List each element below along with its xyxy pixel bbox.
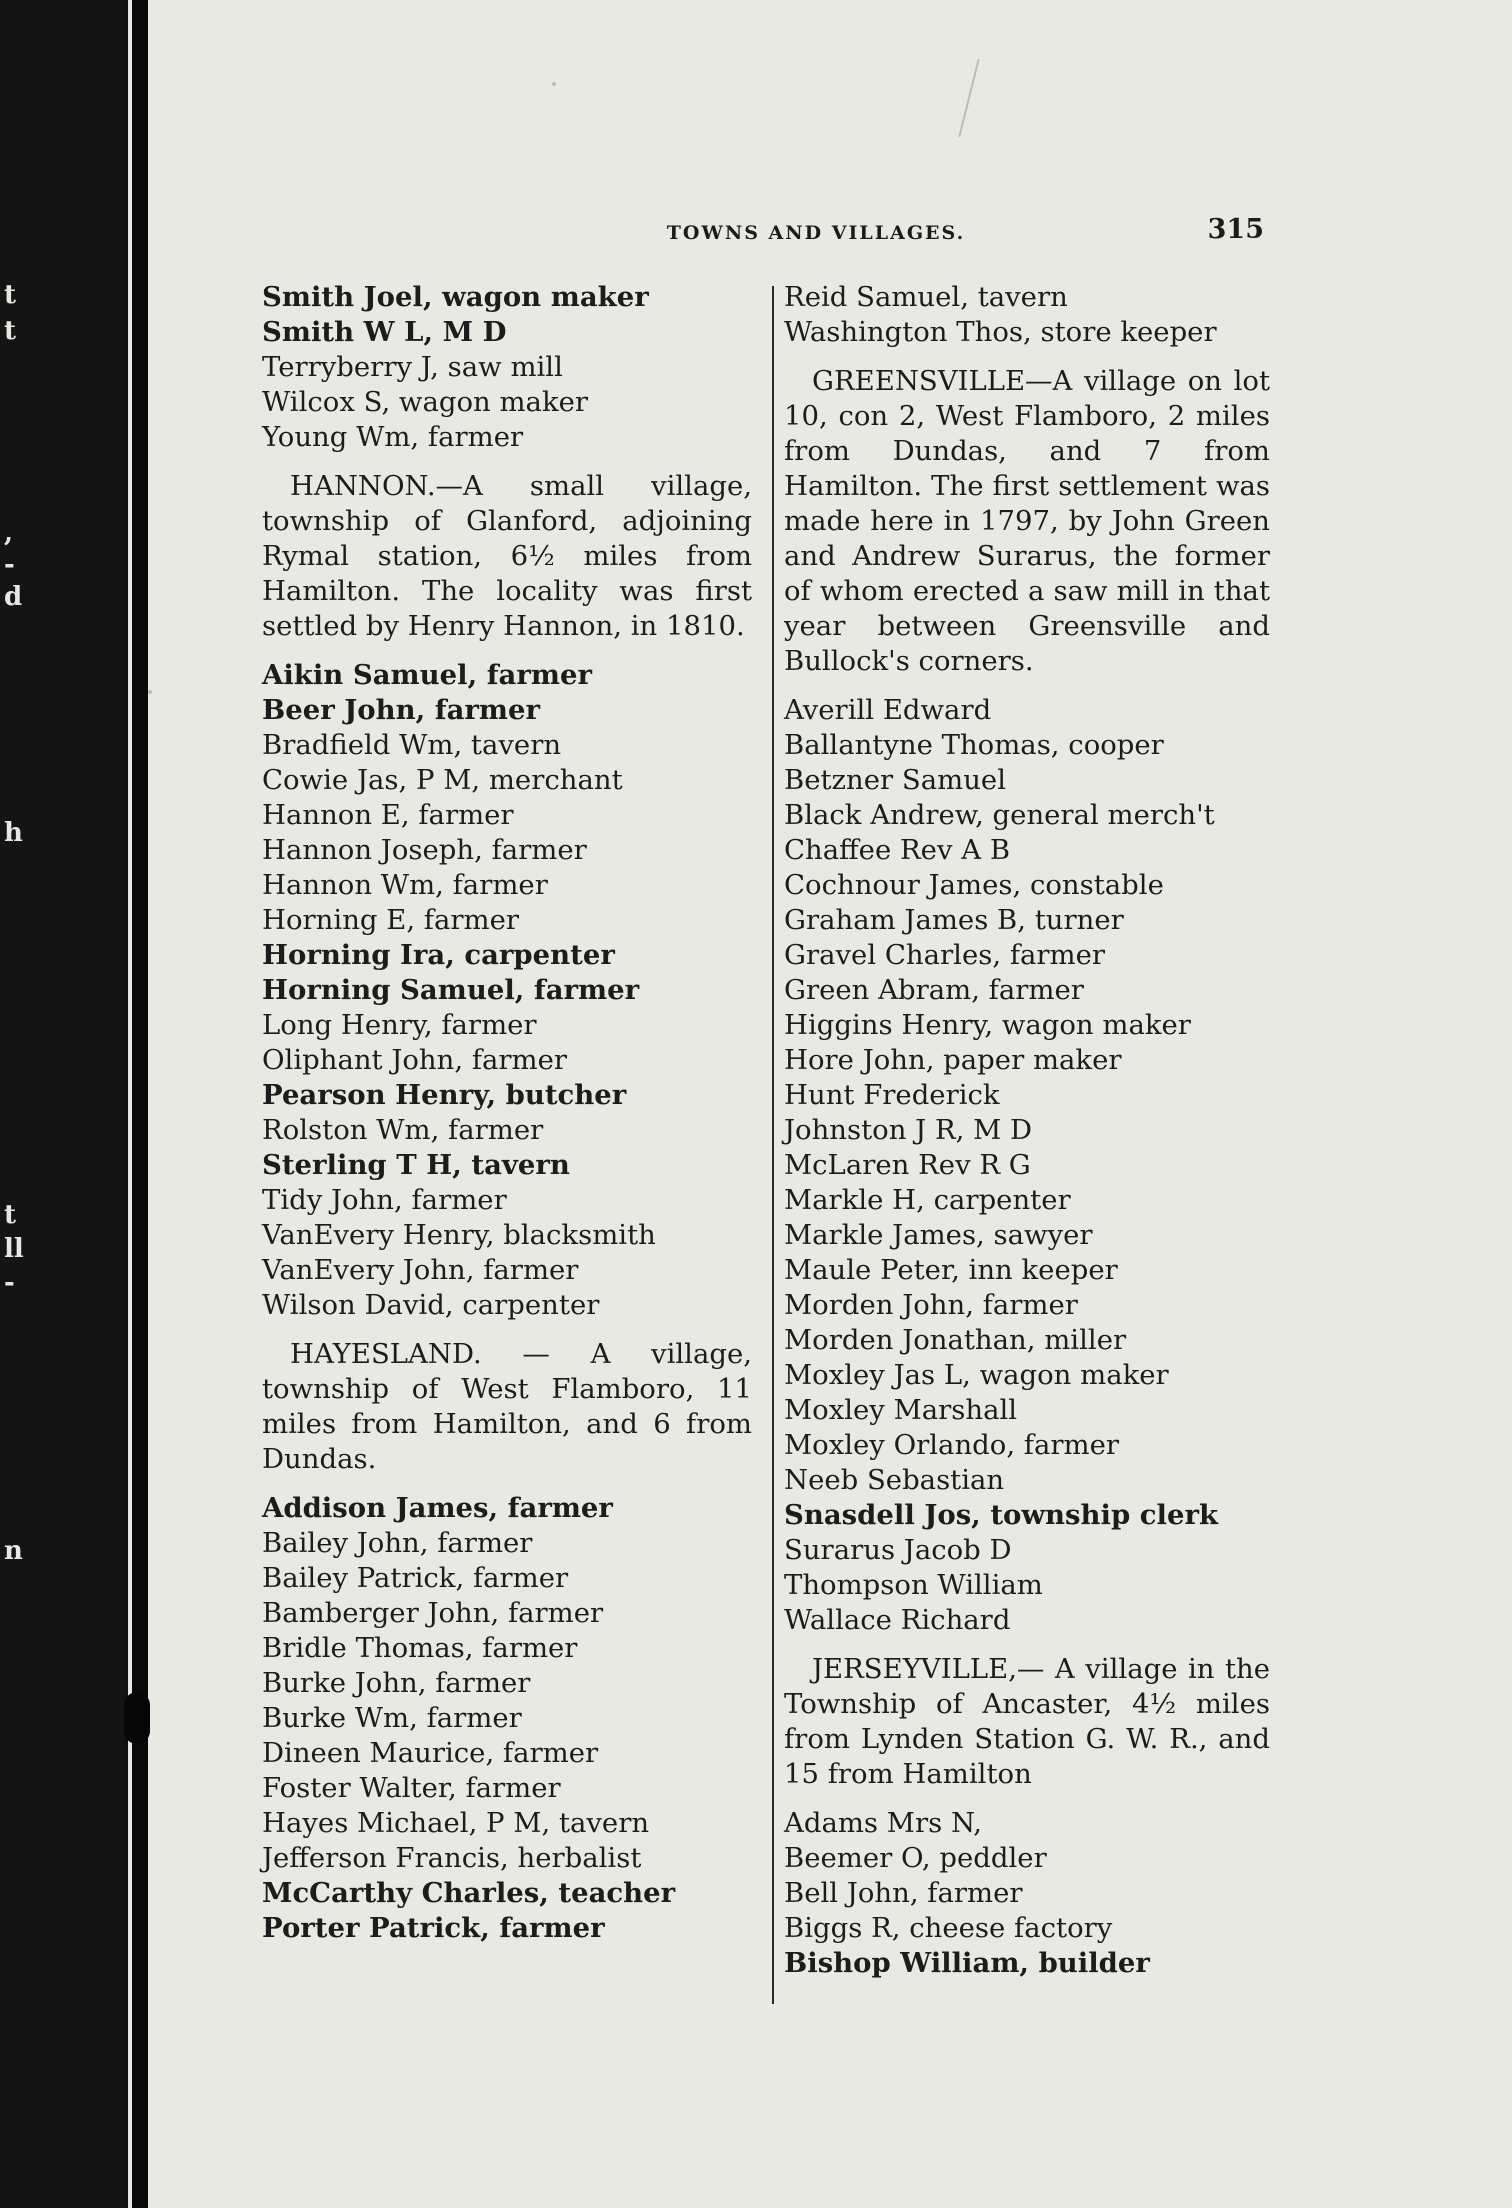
- directory-entry: Wilcox S, wagon maker: [262, 386, 589, 418]
- directory-entry: Beer John, farmer: [262, 694, 541, 726]
- directory-entry: Hannon E, farmer: [262, 799, 514, 831]
- binding-shadow: [124, 1692, 150, 1744]
- directory-entry: Burke John, farmer: [262, 1667, 531, 1699]
- page-number: 315: [1207, 214, 1264, 245]
- directory-entry: Dineen Maurice, farmer: [262, 1737, 599, 1769]
- margin-fragment: t: [4, 1200, 17, 1230]
- directory-entry: Pearson Henry, butcher: [262, 1079, 627, 1111]
- directory-entry: Markle James, sawyer: [784, 1219, 1093, 1251]
- directory-entry: Horning Samuel, farmer: [262, 974, 640, 1006]
- directory-entry: Cowie Jas, P M, merchant: [262, 764, 623, 796]
- entry-list: [262, 280, 752, 455]
- directory-entry: Snasdell Jos, township clerk: [784, 1499, 1218, 1531]
- directory-entry: VanEvery Henry, blacksmith: [262, 1219, 656, 1251]
- directory-entry: Horning E, farmer: [262, 904, 520, 936]
- column-divider: [772, 286, 774, 2004]
- directory-entry: Burke Wm, farmer: [262, 1702, 522, 1734]
- directory-entry: Wallace Richard: [784, 1604, 1011, 1636]
- directory-entry: Aikin Samuel, farmer: [262, 659, 592, 691]
- margin-fragment: -: [4, 550, 15, 580]
- directory-entry: Beemer O, peddler: [784, 1842, 1047, 1874]
- directory-entry: Foster Walter, farmer: [262, 1772, 561, 1804]
- directory-entry: Jefferson Francis, herbalist: [262, 1842, 642, 1874]
- directory-entry: Bishop William, builder: [784, 1947, 1150, 1979]
- directory-entry: Adams Mrs N,: [784, 1807, 982, 1839]
- directory-entry: Tidy John, farmer: [262, 1184, 507, 1216]
- directory-entry: Smith W L, M D: [262, 316, 507, 348]
- directory-entry: Morden Jonathan, miller: [784, 1324, 1127, 1356]
- directory-entry: Gravel Charles, farmer: [784, 939, 1106, 971]
- directory-entry: Neeb Sebastian: [784, 1464, 1005, 1496]
- directory-entry: Oliphant John, farmer: [262, 1044, 568, 1076]
- directory-entry: McLaren Rev R G: [784, 1149, 1031, 1181]
- village-description-jerseyville: JERSEYVILLE,— A village in the Township of Ancaster, 4½ miles from Lynden Station G. W. R., and 15 from Hamilton: [784, 1653, 1270, 1790]
- directory-entry: Long Henry, farmer: [262, 1009, 537, 1041]
- directory-entry: Thompson William: [784, 1569, 1043, 1601]
- margin-fragment: t: [4, 280, 17, 310]
- village-description-hayesland: HAYESLAND. — A village, township of West Flamboro, 11 miles from Hamilton, and 6 from Dundas.: [262, 1338, 752, 1475]
- directory-entry: Moxley Orlando, farmer: [784, 1429, 1120, 1461]
- directory-entry: Young Wm, farmer: [262, 421, 524, 453]
- margin-fragment: t: [4, 316, 17, 346]
- entry-list: [784, 1806, 1270, 1981]
- margin-fragment: ,: [4, 518, 14, 548]
- directory-entry: Reid Samuel, tavern: [784, 281, 1068, 313]
- directory-entry: Bailey Patrick, farmer: [262, 1562, 569, 1594]
- directory-entry: Bridle Thomas, farmer: [262, 1632, 578, 1664]
- book-spine: [132, 0, 148, 2208]
- directory-entry: Hayes Michael, P M, tavern: [262, 1807, 650, 1839]
- directory-entry: Graham James B, turner: [784, 904, 1124, 936]
- village-description-greensville: GREENSVILLE—A village on lot 10, con 2, West Flamboro, 2 miles from Dundas, and 7 from Hamilton. The first settlement was made here in 1797, by John Green and Andrew Surarus, the former of whom erected a saw mill in that year between Greensville and Bullock's corners.: [784, 365, 1270, 677]
- directory-entry: Washington Thos, store keeper: [784, 316, 1217, 348]
- directory-entry: Biggs R, cheese factory: [784, 1912, 1113, 1944]
- margin-fragment: ll: [4, 1234, 24, 1264]
- margin-fragment: n: [4, 1536, 23, 1566]
- entry-list: [784, 280, 1270, 350]
- directory-entry: Maule Peter, inn keeper: [784, 1254, 1118, 1286]
- directory-entry: Sterling T H, tavern: [262, 1149, 570, 1181]
- directory-entry: Markle H, carpenter: [784, 1184, 1071, 1216]
- directory-entry: Hannon Wm, farmer: [262, 869, 548, 901]
- margin-fragment: -: [4, 1268, 15, 1298]
- directory-entry: Moxley Marshall: [784, 1394, 1018, 1426]
- scan-speck: [552, 82, 556, 86]
- directory-entry: Black Andrew, general merch't: [784, 799, 1215, 831]
- directory-entry: Bradfield Wm, tavern: [262, 729, 562, 761]
- directory-entry: Smith Joel, wagon maker: [262, 281, 649, 313]
- left-column: [262, 280, 752, 1946]
- directory-entry: Chaffee Rev A B: [784, 834, 1011, 866]
- facing-page-edge: [0, 0, 124, 2208]
- margin-fragment: d: [4, 582, 23, 612]
- directory-entry: Terryberry J, saw mill: [262, 351, 563, 383]
- directory-entry: Wilson David, carpenter: [262, 1289, 600, 1321]
- directory-entry: Moxley Jas L, wagon maker: [784, 1359, 1169, 1391]
- directory-entry: Ballantyne Thomas, cooper: [784, 729, 1164, 761]
- directory-entry: Bailey John, farmer: [262, 1527, 533, 1559]
- directory-entry: Rolston Wm, farmer: [262, 1114, 544, 1146]
- entry-list: [262, 658, 752, 1323]
- directory-entry: Porter Patrick, farmer: [262, 1912, 605, 1944]
- directory-entry: Addison James, farmer: [262, 1492, 613, 1524]
- directory-entry: Hannon Joseph, farmer: [262, 834, 587, 866]
- right-column: [784, 280, 1270, 1981]
- directory-entry: McCarthy Charles, teacher: [262, 1877, 676, 1909]
- directory-entry: Betzner Samuel: [784, 764, 1006, 796]
- directory-entry: Green Abram, farmer: [784, 974, 1084, 1006]
- margin-fragment: h: [4, 818, 23, 848]
- entry-list: [262, 1491, 752, 1946]
- village-description-hannon: HANNON.—A small village, township of Glanford, adjoining Rymal station, 6½ miles from Hamilton. The locality was first settled by Henry Hannon, in 1810.: [262, 470, 752, 642]
- directory-entry: Cochnour James, constable: [784, 869, 1164, 901]
- running-head: TOWNS AND VILLAGES.: [666, 222, 966, 244]
- directory-entry: Johnston J R, M D: [784, 1114, 1033, 1146]
- directory-entry: Bamberger John, farmer: [262, 1597, 604, 1629]
- directory-entry: Hore John, paper maker: [784, 1044, 1122, 1076]
- entry-list: [784, 693, 1270, 1638]
- scan-speck: [148, 690, 152, 694]
- directory-entry: VanEvery John, farmer: [262, 1254, 579, 1286]
- directory-entry: Hunt Frederick: [784, 1079, 1000, 1111]
- directory-entry: Bell John, farmer: [784, 1877, 1023, 1909]
- directory-entry: Morden John, farmer: [784, 1289, 1078, 1321]
- directory-entry: Higgins Henry, wagon maker: [784, 1009, 1191, 1041]
- directory-entry: Averill Edward: [784, 694, 992, 726]
- directory-entry: Surarus Jacob D: [784, 1534, 1012, 1566]
- directory-entry: Horning Ira, carpenter: [262, 939, 615, 971]
